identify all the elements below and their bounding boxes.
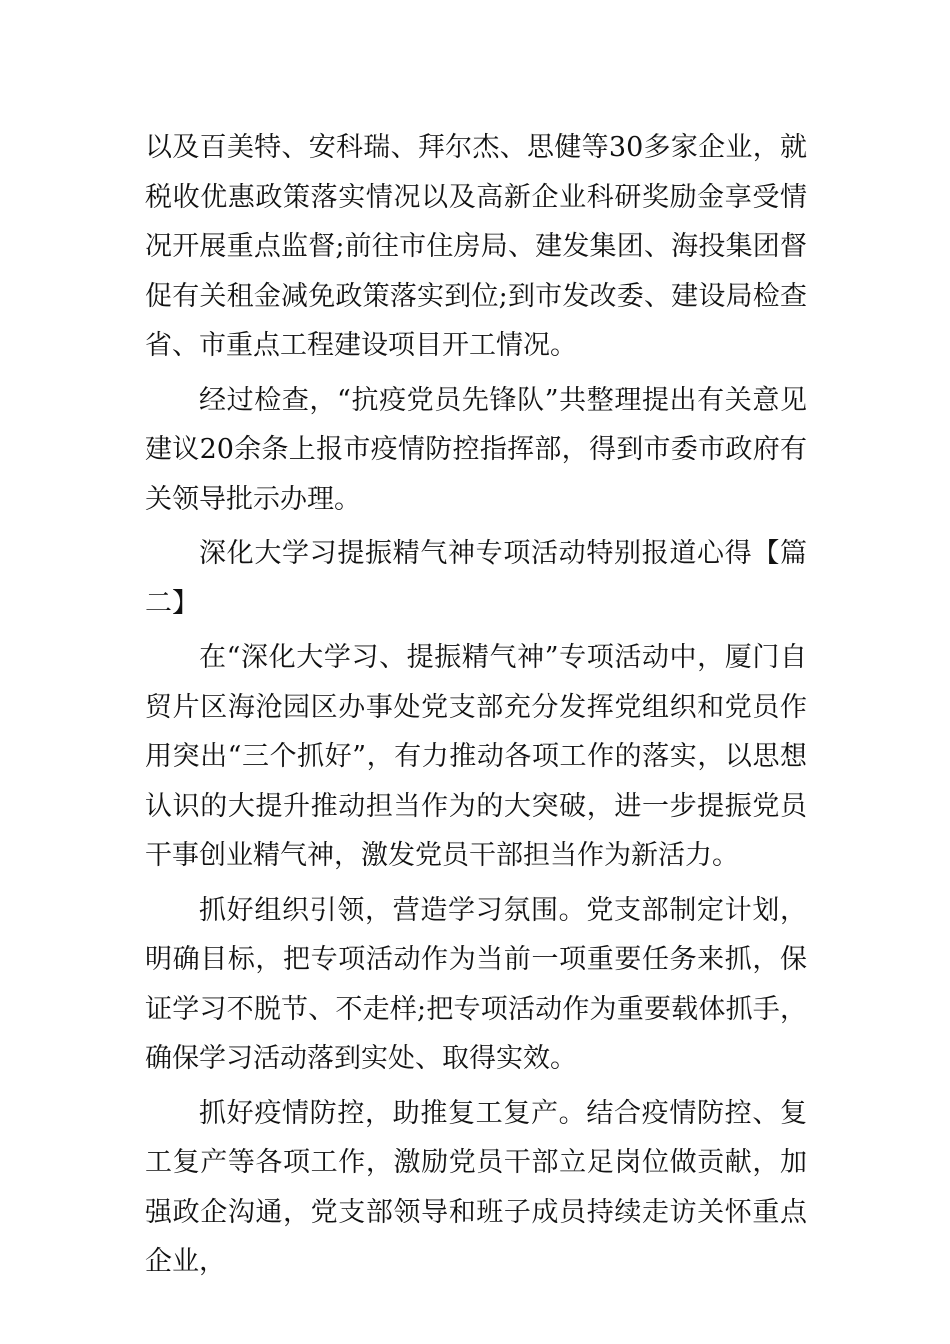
document-page — [145, 123, 807, 1292]
paragraph-inspection-result: 经过检查，“抗疫党员先锋队”共整理提出有关意见建议20余条上报市疫情防控指挥部，得到市委市政府有关领导批示办理。 — [145, 384, 807, 515]
paragraph-epidemic-control: 抓好疫情防控，助推复工复产。结合疫情防控、复工复产等各项工作，激励党员干部立足岗位做贡献，加强政企沟通，党支部领导和班子成员持续走访关怀重点企业， — [145, 1097, 807, 1277]
paragraph-intro: 在“深化大学习、提振精气神”专项活动中，厦门自贸片区海沧园区办事处党支部充分发挥党组织和党员作用突出“三个抓好”，有力推动各项工作的落实，以思想认识的大提升推动担当作为的大突破，进一步提振党员干事创业精气神，激发党员干部担当作为新活力。 — [145, 642, 807, 871]
paragraph-organization: 抓好组织引领，营造学习氛围。党支部制定计划，明确目标，把专项活动作为当前一项重要任务来抓，保证学习不脱节、不走样;把专项活动作为重要载体抓手，确保学习活动落到实处、取得实效。 — [145, 894, 807, 1074]
section-heading: 深化大学习提振精气神专项活动特别报道心得【篇二】 — [145, 538, 807, 619]
paragraph-continuation: 以及百美特、安科瑞、拜尔杰、思健等30多家企业，就税收优惠政策落实情况以及高新企业科研奖励金享受情况开展重点监督;前往市住房局、建发集团、海投集团督促有关租金减免政策落实到位;到市发改委、建设局检查省、市重点工程建设项目开工情况。 — [145, 132, 807, 361]
